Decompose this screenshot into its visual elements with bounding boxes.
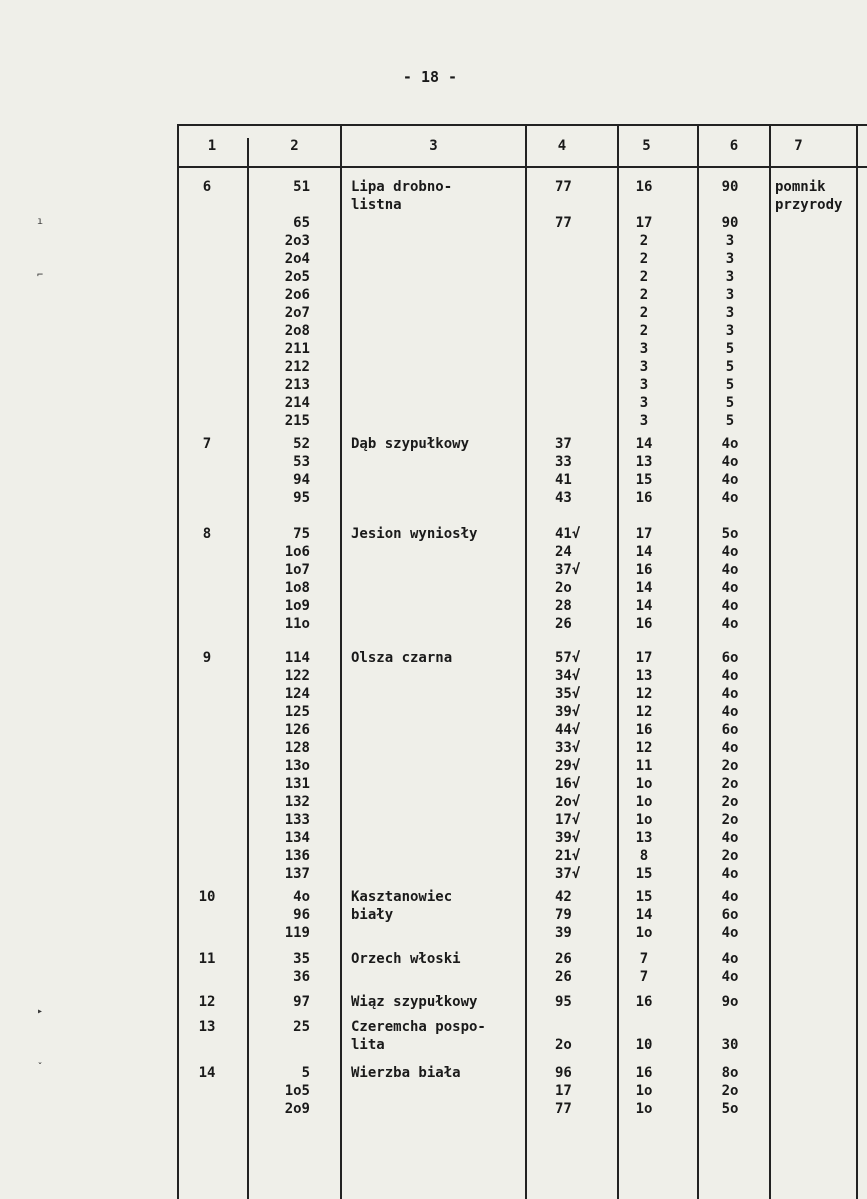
- cell-tree-number: 2o9: [284, 1101, 310, 1117]
- cell-tree-number: 214: [284, 395, 310, 411]
- cell-tree-number: 137: [284, 866, 310, 882]
- cell-age: 9o: [721, 994, 739, 1010]
- col-border-4-5: [617, 124, 619, 1199]
- cell-tree-number: 114: [284, 650, 310, 666]
- cell-tree-number: 119: [284, 925, 310, 941]
- cell-height: 16: [635, 994, 653, 1010]
- cell-height: 15: [635, 866, 653, 882]
- cell-height: 8: [639, 848, 649, 864]
- cell-age: 4o: [721, 436, 739, 452]
- cell-tree-number: 11o: [284, 616, 310, 632]
- header-bottom-border: [177, 166, 867, 168]
- cell-tree-number: 5: [301, 1065, 310, 1081]
- cell-tree-number: 1o5: [284, 1083, 310, 1099]
- cell-lp: 10: [198, 889, 216, 905]
- col-border-right: [856, 124, 858, 1199]
- cell-height: 16: [635, 179, 653, 195]
- cell-circumference: 2o: [555, 580, 572, 596]
- cell-age: 4o: [721, 866, 739, 882]
- cell-tree-number: 94: [293, 472, 310, 488]
- cell-tree-number: 126: [284, 722, 310, 738]
- cell-height: 12: [635, 704, 653, 720]
- cell-tree-number: 2o8: [284, 323, 310, 339]
- cell-height: 10: [635, 1037, 653, 1053]
- cell-circumference: 29√: [555, 758, 581, 774]
- cell-age: 5o: [721, 526, 739, 542]
- cell-age: 4o: [721, 969, 739, 985]
- cell-tree-number: 96: [293, 907, 310, 923]
- cell-species: Kasztanowiec: [351, 889, 453, 905]
- cell-circumference: 43: [555, 490, 572, 506]
- cell-tree-number: 122: [284, 668, 310, 684]
- cell-tree-number: 95: [293, 490, 310, 506]
- cell-age: 2o: [721, 758, 739, 774]
- cell-tree-number: 1o7: [284, 562, 310, 578]
- cell-tree-number: 124: [284, 686, 310, 702]
- cell-tree-number: 1o6: [284, 544, 310, 560]
- cell-circumference: 39√: [555, 704, 581, 720]
- cell-lp: 7: [202, 436, 212, 452]
- cell-height: 16: [635, 616, 653, 632]
- cell-tree-number: 4o: [293, 889, 310, 905]
- cell-tree-number: 35: [293, 951, 310, 967]
- cell-species: Czeremcha pospo-: [351, 1019, 486, 1035]
- cell-height: 15: [635, 889, 653, 905]
- cell-height: 2: [639, 269, 649, 285]
- cell-circumference: 26: [555, 616, 572, 632]
- cell-circumference: 2o√: [555, 794, 581, 810]
- cell-height: 1o: [635, 794, 653, 810]
- cell-height: 2: [639, 323, 649, 339]
- cell-tree-number: 53: [293, 454, 310, 470]
- cell-tree-number: 213: [284, 377, 310, 393]
- cell-circumference: 26: [555, 951, 572, 967]
- cell-tree-number: 75: [293, 526, 310, 542]
- col-border-1-2: [247, 138, 249, 1199]
- cell-tree-number: 25: [293, 1019, 310, 1035]
- cell-height: 2: [639, 287, 649, 303]
- cell-lp: 8: [202, 526, 212, 542]
- cell-height: 1o: [635, 925, 653, 941]
- cell-height: 3: [639, 413, 649, 429]
- cell-height: 17: [635, 650, 653, 666]
- cell-age: 2o: [721, 794, 739, 810]
- cell-age: 3: [725, 323, 735, 339]
- cell-tree-number: 65: [293, 215, 310, 231]
- cell-age: 6o: [721, 907, 739, 923]
- cell-height: 7: [639, 951, 649, 967]
- cell-tree-number: 2o6: [284, 287, 310, 303]
- header-col-1: 1: [207, 138, 217, 154]
- cell-species: Lipa drobno-: [351, 179, 453, 195]
- cell-circumference: 39√: [555, 830, 581, 846]
- cell-circumference: 77: [555, 215, 572, 231]
- cell-circumference: 17: [555, 1083, 572, 1099]
- cell-tree-number: 2o3: [284, 233, 310, 249]
- cell-circumference: 28: [555, 598, 572, 614]
- cell-age: 3: [725, 269, 735, 285]
- cell-remarks: pomnik: [775, 179, 826, 195]
- cell-age: 2o: [721, 812, 739, 828]
- cell-age: 30: [721, 1037, 739, 1053]
- cell-circumference: 16√: [555, 776, 581, 792]
- cell-age: 5: [725, 359, 735, 375]
- cell-tree-number: 211: [284, 341, 310, 357]
- cell-height: 16: [635, 490, 653, 506]
- cell-age: 8o: [721, 1065, 739, 1081]
- cell-lp: 9: [202, 650, 212, 666]
- col-border-6-7: [769, 124, 771, 1199]
- cell-age: 5o: [721, 1101, 739, 1117]
- page-number: - 18 -: [402, 68, 458, 86]
- cell-circumference: 41√: [555, 526, 581, 542]
- cell-height: 3: [639, 341, 649, 357]
- cell-tree-number: 36: [293, 969, 310, 985]
- header-col-7: 7: [794, 138, 803, 154]
- cell-tree-number: 1o9: [284, 598, 310, 614]
- cell-age: 5: [725, 413, 735, 429]
- cell-height: 2: [639, 305, 649, 321]
- col-border-3-4: [525, 124, 527, 1199]
- cell-height: 14: [635, 436, 653, 452]
- cell-age: 90: [721, 179, 739, 195]
- cell-circumference: 21√: [555, 848, 581, 864]
- cell-height: 15: [635, 472, 653, 488]
- cell-age: 3: [725, 233, 735, 249]
- cell-height: 3: [639, 359, 649, 375]
- cell-species: biały: [351, 907, 394, 923]
- cell-circumference: 96: [555, 1065, 572, 1081]
- cell-age: 4o: [721, 704, 739, 720]
- cell-species: Olsza czarna: [351, 650, 453, 666]
- cell-age: 6o: [721, 722, 739, 738]
- cell-circumference: 2o: [555, 1037, 572, 1053]
- cell-tree-number: 136: [284, 848, 310, 864]
- cell-age: 2o: [721, 848, 739, 864]
- cell-species: Orzech włoski: [351, 951, 461, 967]
- cell-circumference: 37√: [555, 866, 581, 882]
- cell-height: 1o: [635, 1083, 653, 1099]
- cell-tree-number: 128: [284, 740, 310, 756]
- cell-height: 14: [635, 580, 653, 596]
- cell-age: 4o: [721, 616, 739, 632]
- cell-species: Wierzba biała: [351, 1065, 461, 1081]
- cell-age: 4o: [721, 925, 739, 941]
- cell-circumference: 39: [555, 925, 572, 941]
- cell-circumference: 33√: [555, 740, 581, 756]
- cell-height: 1o: [635, 812, 653, 828]
- cell-tree-number: 1o8: [284, 580, 310, 596]
- cell-age: 4o: [721, 889, 739, 905]
- cell-age: 3: [725, 251, 735, 267]
- cell-height: 12: [635, 740, 653, 756]
- cell-age: 2o: [721, 776, 739, 792]
- cell-height: 16: [635, 722, 653, 738]
- cell-age: 3: [725, 305, 735, 321]
- cell-height: 1o: [635, 1101, 653, 1117]
- cell-tree-number: 2o5: [284, 269, 310, 285]
- cell-lp: 12: [198, 994, 216, 1010]
- cell-lp: 13: [198, 1019, 216, 1035]
- cell-height: 14: [635, 907, 653, 923]
- cell-tree-number: 212: [284, 359, 310, 375]
- cell-lp: 6: [202, 179, 212, 195]
- margin-mark: ı: [37, 216, 44, 227]
- cell-height: 13: [635, 830, 653, 846]
- margin-mark: ▸: [37, 1006, 44, 1017]
- cell-circumference: 79: [555, 907, 572, 923]
- cell-circumference: 35√: [555, 686, 581, 702]
- cell-lp: 11: [198, 951, 216, 967]
- cell-species: Jesion wyniosły: [351, 526, 478, 542]
- header-col-5: 5: [642, 138, 651, 154]
- cell-circumference: 37√: [555, 562, 581, 578]
- cell-circumference: 34√: [555, 668, 581, 684]
- cell-circumference: 37: [555, 436, 572, 452]
- cell-age: 4o: [721, 740, 739, 756]
- cell-age: 6o: [721, 650, 739, 666]
- cell-tree-number: 97: [293, 994, 310, 1010]
- cell-age: 4o: [721, 598, 739, 614]
- cell-age: 4o: [721, 830, 739, 846]
- cell-circumference: 26: [555, 969, 572, 985]
- cell-tree-number: 52: [293, 436, 310, 452]
- cell-height: 3: [639, 377, 649, 393]
- cell-circumference: 41: [555, 472, 572, 488]
- header-col-4: 4: [557, 138, 567, 154]
- cell-age: 4o: [721, 454, 739, 470]
- cell-height: 3: [639, 395, 649, 411]
- cell-age: 4o: [721, 472, 739, 488]
- cell-age: 5: [725, 377, 735, 393]
- cell-age: 4o: [721, 668, 739, 684]
- margin-mark: ˇ: [37, 1062, 44, 1073]
- cell-lp: 14: [198, 1065, 216, 1081]
- cell-height: 11: [635, 758, 653, 774]
- cell-tree-number: 2o7: [284, 305, 310, 321]
- cell-circumference: 95: [555, 994, 572, 1010]
- cell-species: lita: [351, 1037, 385, 1053]
- header-col-6: 6: [729, 138, 739, 154]
- cell-age: 5: [725, 341, 735, 357]
- cell-circumference: 33: [555, 454, 572, 470]
- cell-age: 4o: [721, 490, 739, 506]
- header-col-2: 2: [290, 138, 299, 154]
- cell-tree-number: 125: [284, 704, 310, 720]
- cell-species: listna: [351, 197, 402, 213]
- col-border-5-6: [697, 124, 699, 1199]
- cell-height: 17: [635, 526, 653, 542]
- cell-height: 17: [635, 215, 653, 231]
- cell-age: 3: [725, 287, 735, 303]
- cell-tree-number: 134: [284, 830, 310, 846]
- cell-tree-number: 131: [284, 776, 310, 792]
- header-col-3: 3: [429, 138, 438, 154]
- cell-age: 90: [721, 215, 739, 231]
- cell-tree-number: 2o4: [284, 251, 310, 267]
- cell-age: 4o: [721, 951, 739, 967]
- cell-height: 12: [635, 686, 653, 702]
- cell-height: 14: [635, 544, 653, 560]
- cell-tree-number: 133: [284, 812, 310, 828]
- cell-circumference: 77: [555, 179, 572, 195]
- cell-height: 13: [635, 668, 653, 684]
- cell-age: 4o: [721, 544, 739, 560]
- cell-age: 4o: [721, 686, 739, 702]
- cell-height: 16: [635, 1065, 653, 1081]
- cell-circumference: 17√: [555, 812, 581, 828]
- cell-species: Dąb szypułkowy: [351, 436, 470, 452]
- cell-species: Wiąz szypułkowy: [351, 994, 478, 1010]
- cell-remarks: przyrody: [775, 197, 843, 213]
- cell-height: 2: [639, 251, 649, 267]
- cell-circumference: 44√: [555, 722, 581, 738]
- cell-tree-number: 215: [284, 413, 310, 429]
- table-top-border: [177, 124, 867, 126]
- cell-height: 14: [635, 598, 653, 614]
- cell-tree-number: 13o: [284, 758, 310, 774]
- cell-age: 4o: [721, 562, 739, 578]
- cell-height: 7: [639, 969, 649, 985]
- cell-height: 13: [635, 454, 653, 470]
- cell-height: 2: [639, 233, 649, 249]
- cell-height: 1o: [635, 776, 653, 792]
- margin-mark: ⌐: [37, 270, 44, 281]
- cell-circumference: 24: [555, 544, 572, 560]
- cell-age: 4o: [721, 580, 739, 596]
- cell-age: 5: [725, 395, 735, 411]
- cell-tree-number: 132: [284, 794, 310, 810]
- cell-age: 2o: [721, 1083, 739, 1099]
- cell-circumference: 42: [555, 889, 572, 905]
- cell-tree-number: 51: [293, 179, 310, 195]
- col-border-2-3: [340, 124, 342, 1199]
- cell-height: 16: [635, 562, 653, 578]
- cell-circumference: 57√: [555, 650, 581, 666]
- cell-circumference: 77: [555, 1101, 572, 1117]
